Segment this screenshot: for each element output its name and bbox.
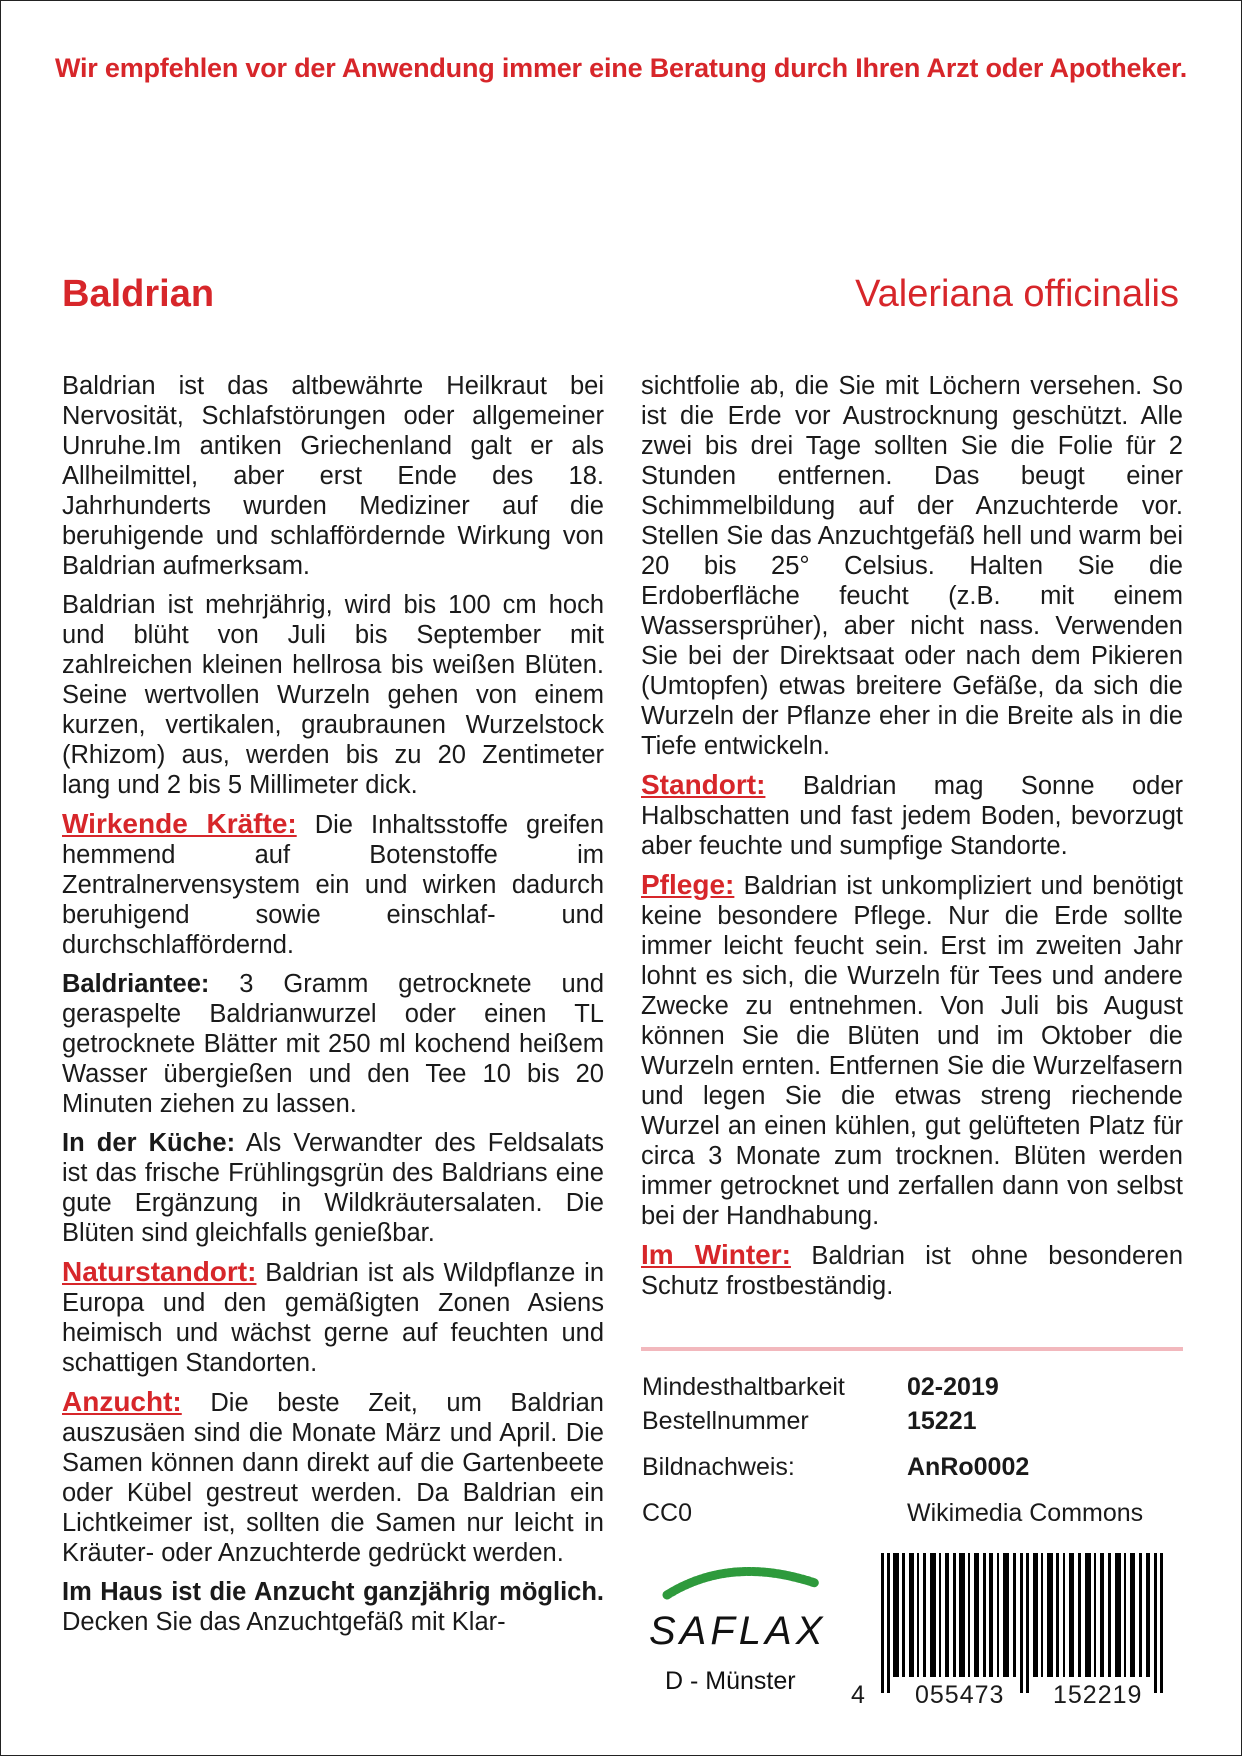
right-text-column	[641, 371, 1183, 1310]
natur-paragraph	[62, 1257, 604, 1378]
latin-name: Valeriana officinalis	[855, 273, 1179, 315]
license-label: CC0	[642, 1499, 693, 1527]
ean-right-group: 152219	[1045, 1681, 1150, 1710]
winter-heading: Im Winter:	[641, 1239, 791, 1270]
pflege-text: Baldrian ist unkompliziert und benötigt keine besondere Pflege. Nur die Erde sollte immer leicht feucht sein. Erst im zweiten Jahr lohnt es sich, die Wurzeln für Tees und andere Zwecke zu entnehmen. Von Juli bis August können Sie die Blüten und im Oktober die Wurzeln ernten. Entfernen Sie die Wurzelfasern und legen Sie die etwas streng riechende Wurzel an einen kühlen, gut gelüfteten Platz für circa 3 Monate zum trocknen. Blüten werden immer getrocknet und zerfallen dann von selbst bei der Handhabung.	[641, 872, 1183, 1230]
disclaimer-text: Wir empfehlen vor der Anwendung immer eine Beratung durch Ihren Arzt oder Apotheker.	[54, 53, 1188, 83]
natur-heading: Naturstandort:	[62, 1256, 257, 1287]
tee-heading: Baldriantee:	[62, 970, 210, 998]
wirkende-paragraph	[62, 809, 604, 960]
standort-text: Baldrian mag Sonne oder Halbschatten und fast jedem Boden, bevorzugt aber feuchte und sumpfige Standorte.	[641, 772, 1183, 860]
wirkende-heading: Wirkende Kräfte:	[62, 808, 297, 839]
haus-paragraph	[62, 1577, 604, 1637]
barcode-bars	[879, 1553, 1179, 1693]
anzucht-heading: Anzucht:	[62, 1386, 182, 1417]
tee-paragraph	[62, 969, 604, 1119]
standort-heading: Standort:	[641, 769, 766, 800]
mhd-label: Mindesthaltbarkeit	[642, 1373, 845, 1401]
bild-value: AnRo0002	[907, 1453, 1030, 1481]
logo-brand-text: SAFLAX	[649, 1609, 827, 1653]
natur-text: Baldrian ist als Wildpflanze in Europa und den gemäßigten Zonen Asiens heimisch und wächst gerne auf feuchten und schattigen Standorten.	[62, 1259, 604, 1377]
kueche-text: Als Verwandter des Feldsalats ist das frische Frühlingsgrün des Baldrians eine gute Ergänzung in Wildkräutersalaten. Die Blüten sind gleichfalls genießbar.	[62, 1129, 604, 1247]
mhd-value: 02-2019	[907, 1373, 999, 1401]
logo-city-text: D - Münster	[665, 1667, 796, 1695]
ean-left-group: 055473	[907, 1681, 1012, 1710]
ean-first-digit: 4	[851, 1681, 865, 1709]
haus-text: Decken Sie das Anzuchtgefäß mit Klar-	[62, 1608, 506, 1636]
saflax-logo	[641, 1561, 841, 1695]
pflege-paragraph	[641, 870, 1183, 1231]
left-text-column	[62, 371, 604, 1646]
logo-arc-icon	[661, 1561, 821, 1601]
plant-title: Baldrian	[62, 273, 215, 315]
haus-bold: Im Haus ist die Anzucht ganzjährig möglich.	[62, 1578, 604, 1606]
ean-barcode	[851, 1553, 1181, 1743]
intro-paragraph: Baldrian ist das altbewährte Heilkraut bei Nervosität, Schlafstörungen oder allgemeiner Unruhe.Im antiken Griechenland galt er als Allheilmittel, aber erst Ende des 18. Jahrhunderts wurden Mediziner auf die beruhigende und schlaffördernde Wirkung von Baldrian aufmerksam.	[62, 372, 604, 580]
anzucht-paragraph	[62, 1387, 604, 1568]
section-divider	[641, 1347, 1183, 1351]
tee-text: 3 Gramm getrocknete und geraspelte Baldrianwurzel oder einen TL getrocknete Blätter mit 250 ml kochend heißem Wasser übergießen und den Tee 10 bis 20 Minuten ziehen zu lassen.	[62, 970, 604, 1118]
bestell-label: Bestellnummer	[642, 1407, 809, 1435]
anzucht-text: Die beste Zeit, um Baldrian auszusäen sind die Monate März und April. Die Samen können dann direkt auf die Gartenbeete oder Kübel gestreut werden. Da Baldrian ein Lichtkeimer ist, sollten die Samen nur leicht in Kräuter- oder Anzuchterde gedrückt werden.	[62, 1389, 604, 1567]
winter-text: Baldrian ist ohne besonderen Schutz frostbeständig.	[641, 1242, 1183, 1300]
description-paragraph: Baldrian ist mehrjährig, wird bis 100 cm hoch und blüht von Juli bis September mit zahlreichen kleinen hellrosa bis weißen Blüten. Seine wertvollen Wurzeln gehen von einem kurzen, vertikalen, graubraunen Wurzelstock (Rhizom) aus, werden bis zu 20 Zentimeter lang und 2 bis 5 Millimeter dick.	[62, 591, 604, 799]
bild-label: Bildnachweis:	[642, 1453, 795, 1481]
kueche-heading: In der Küche:	[62, 1129, 236, 1157]
bestell-value: 15221	[907, 1407, 977, 1435]
kueche-paragraph	[62, 1128, 604, 1248]
wirkende-text: Die Inhaltsstoffe greifen hemmend auf Botenstoffe im Zentralnervensystem ein und wirken dadurch beruhigend sowie einschlaf- und durchschlaffördernd.	[62, 811, 604, 959]
license-value: Wikimedia Commons	[907, 1499, 1144, 1527]
continuation-paragraph: sichtfolie ab, die Sie mit Löchern versehen. So ist die Erde vor Austrocknung geschützt. Alle zwei bis drei Tage sollten Sie die Folie für 2 Stunden entfernen. Das beugt einer Schimmelbildung auf der Anzuchterde vor. Stellen Sie das Anzuchtgefäß hell und warm bei 20 bis 25° Celsius. Halten Sie die Erdoberfläche feucht (z.B. mit einem Wassersprüher), aber nicht nass. Verwenden Sie bei der Direktsaat oder nach dem Pikieren (Umtopfen) etwas breitere Gefäße, da sich die Wurzeln der Pflanze eher in die Breite als in die Tiefe entwickeln.	[641, 372, 1183, 760]
pflege-heading: Pflege:	[641, 869, 735, 900]
standort-paragraph	[641, 770, 1183, 861]
winter-paragraph	[641, 1240, 1183, 1301]
